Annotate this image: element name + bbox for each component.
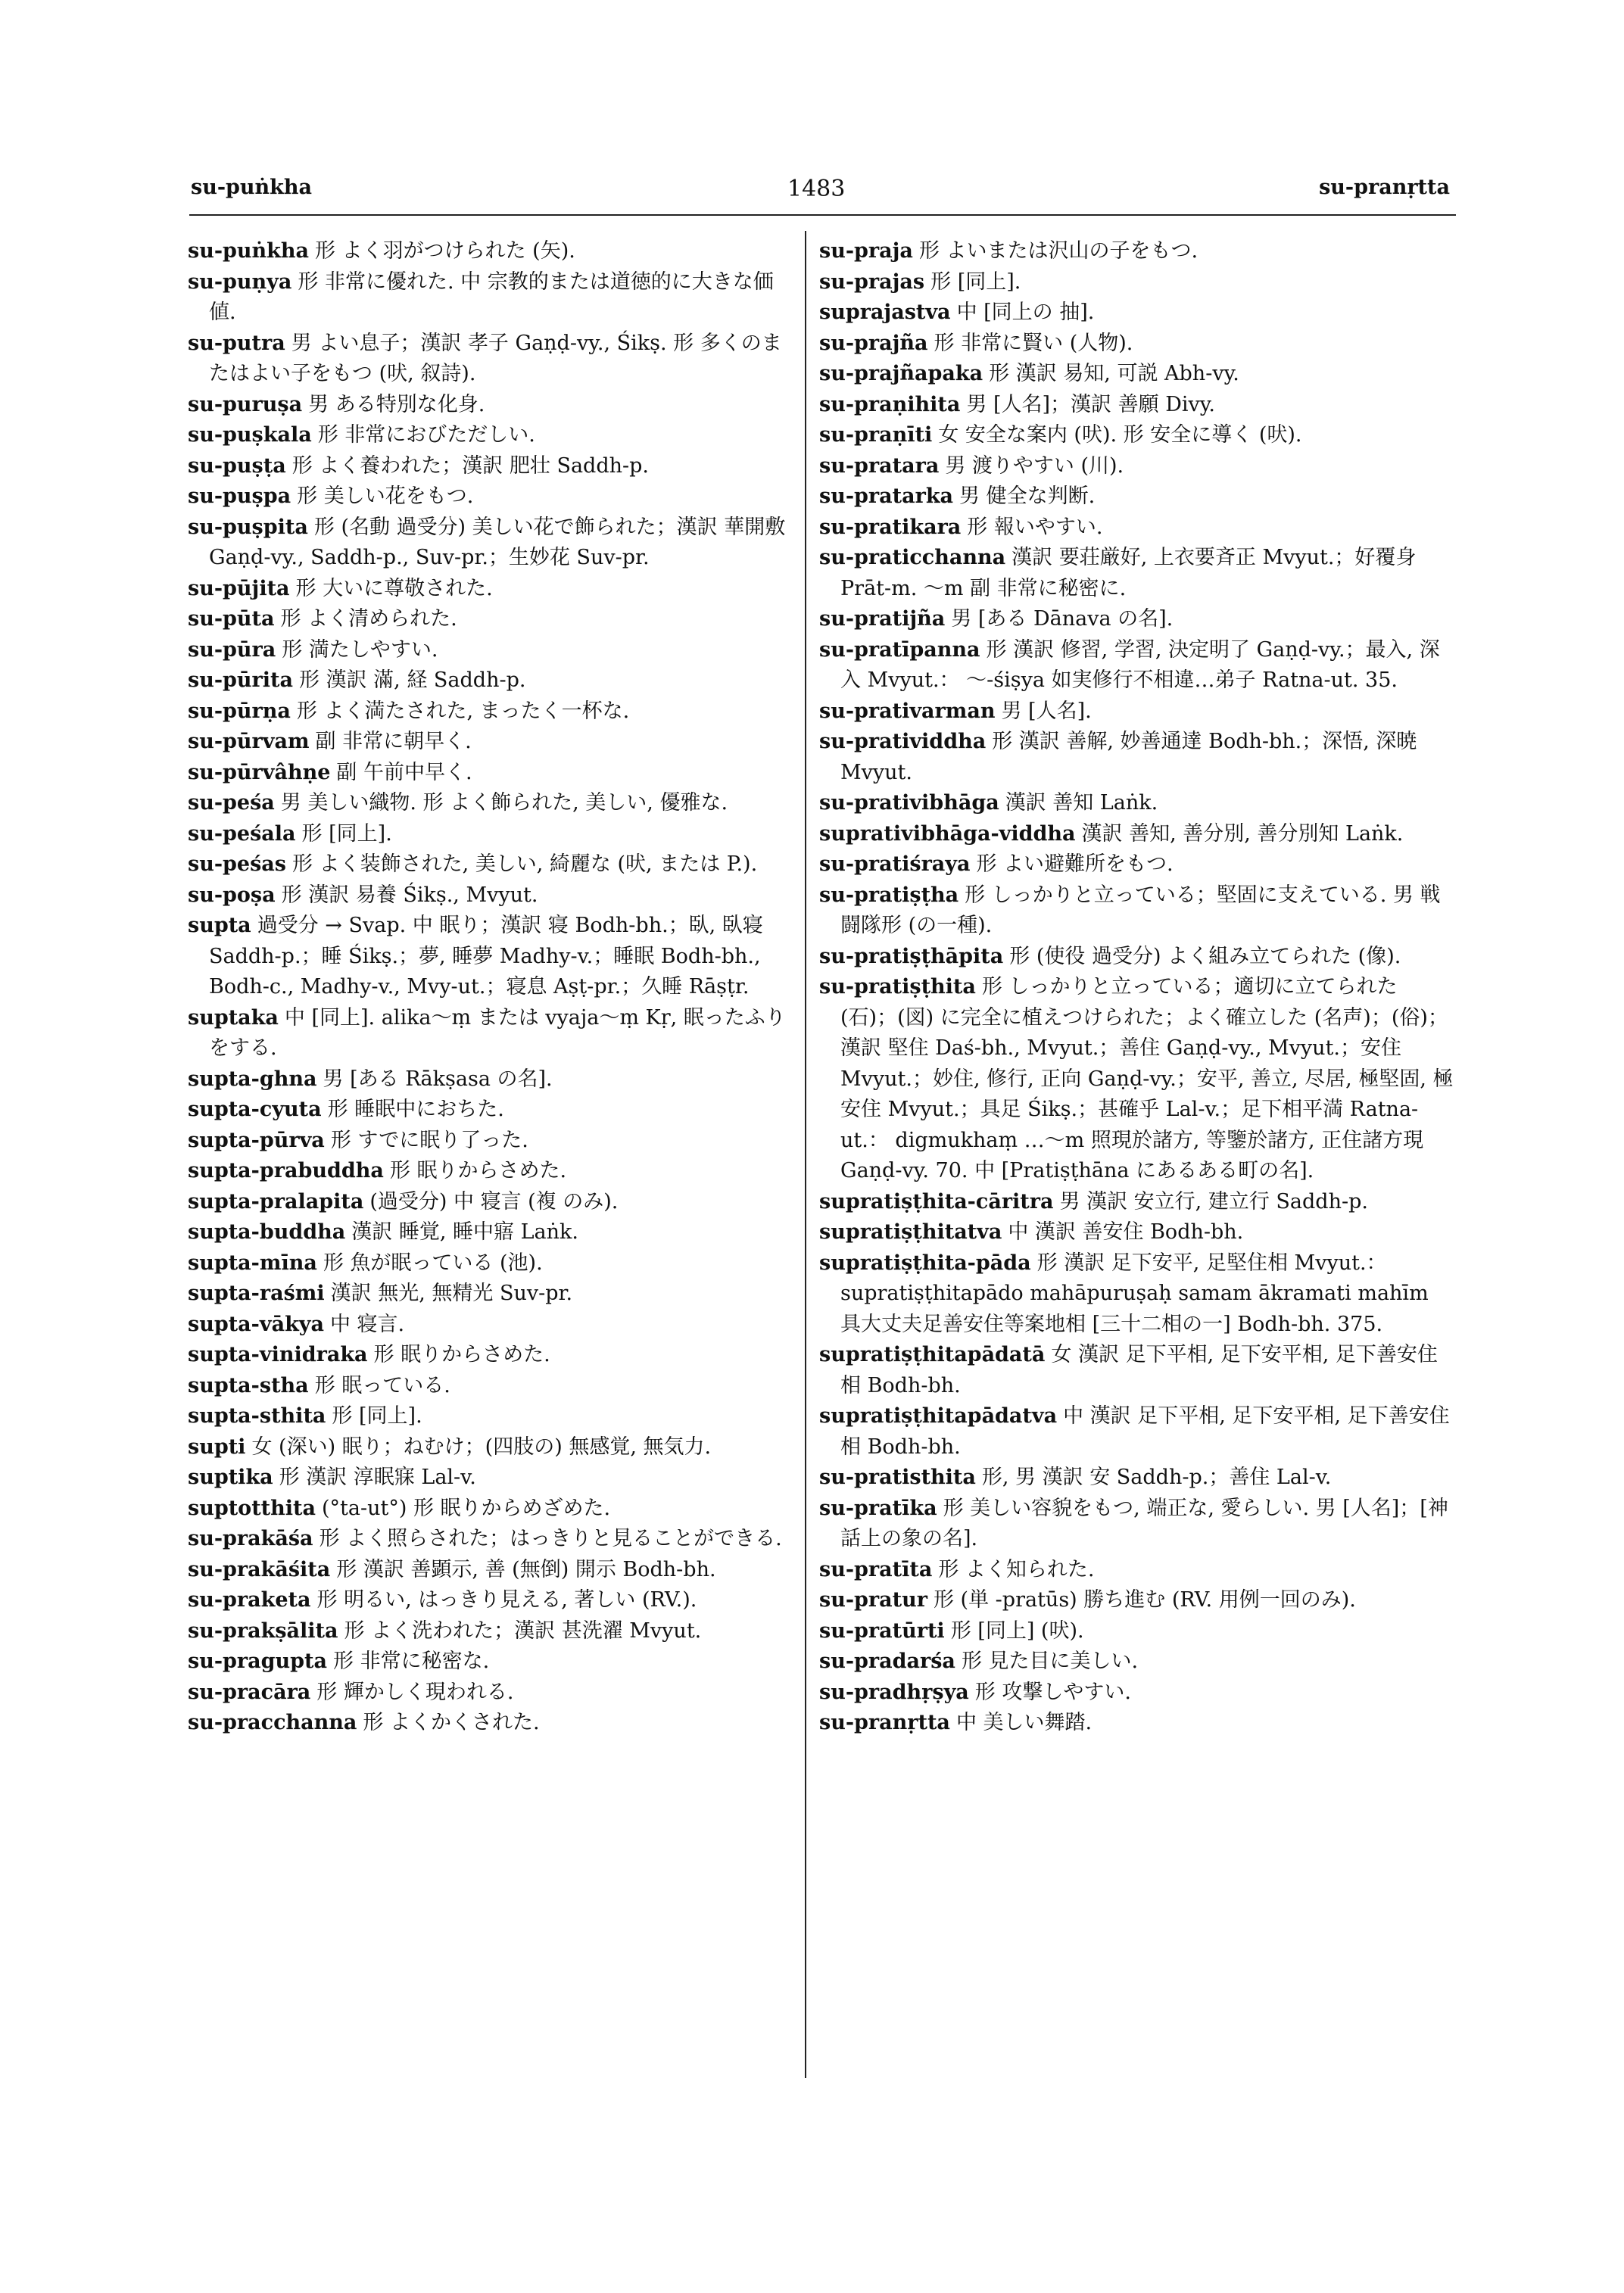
definition: 形 よい避難所をもつ.: [976, 852, 1174, 876]
definition: 中 漢訳 足下平相, 足下安平相, 足下善安住相 Bodh-bh.: [840, 1404, 1450, 1459]
headword: su-puṇya: [188, 269, 292, 294]
headword: su-praja: [819, 239, 913, 263]
dictionary-entry: [188, 1708, 786, 1739]
definition: 形 よく装飾された, 美しい, 綺麗な (吠, または P.).: [292, 852, 758, 876]
dictionary-entry: [188, 1310, 786, 1341]
definition: 形 よく羽がつけられた (矢).: [315, 239, 575, 263]
definition: 中 [同上]. alika～ṃ または vyaja～ṃ Kṛ, 眠ったふりをする.: [209, 1005, 786, 1060]
headword: su-pratijña: [819, 607, 946, 631]
headword: su-praṇihita: [819, 392, 961, 416]
headword: su-pratisthita: [819, 1466, 976, 1489]
dictionary-entry: [188, 696, 786, 727]
dictionary-entry: [819, 849, 1455, 880]
dictionary-entry: [188, 236, 786, 267]
dictionary-entry: [188, 1432, 786, 1463]
headword: supta-pūrva: [188, 1128, 325, 1152]
headword: su-prativibhāga: [819, 791, 999, 815]
dictionary-entry: [819, 1217, 1455, 1248]
definition: 形 美しい容貌をもつ, 端正な, 愛らしい. 男 [人名]；[神話上の象の名].: [840, 1496, 1448, 1550]
headword: supta-cyuta: [188, 1098, 322, 1121]
headword: su-pratividdha: [819, 730, 987, 753]
dictionary-entry: [188, 1279, 786, 1310]
dictionary-entry: [819, 390, 1455, 421]
dictionary-entry: [188, 1401, 786, 1432]
headword: su-pratīka: [819, 1496, 937, 1520]
headword: supta: [188, 914, 251, 937]
dictionary-entry: [819, 972, 1455, 1187]
definition: 女 漢訳 足下平相, 足下安平相, 足下善安住相 Bodh-bh.: [840, 1343, 1438, 1397]
headword: supratiṣṭhita-cāritra: [819, 1189, 1054, 1213]
headword: su-peśala: [188, 821, 296, 846]
header-left-guide-word: su-puṅkha: [191, 176, 313, 199]
dictionary-entry: [819, 329, 1455, 360]
definition: 形 眠りからさめた.: [373, 1343, 550, 1366]
dictionary-entry: [188, 665, 786, 696]
dictionary-entry: [819, 942, 1455, 973]
definition: 男 よい息子；漢訳 孝子 Gaṇḍ-vy., Śikṣ. 形 多くのまたはよい子をもつ (吠, 叙詩).: [209, 331, 782, 385]
dictionary-entry: [819, 819, 1455, 850]
dictionary-entry: [819, 298, 1455, 329]
headword: supta-buddha: [188, 1220, 346, 1244]
definition: 形 非常に秘密な.: [333, 1650, 490, 1673]
dictionary-entry: [819, 1494, 1455, 1555]
headword: su-puṣkala: [188, 423, 312, 447]
headword: su-pratiśraya: [819, 852, 971, 876]
definition: 形 非常に賢い (人物).: [934, 331, 1133, 355]
dictionary-entry: [188, 1371, 786, 1402]
dictionary-entry: [188, 1647, 786, 1678]
headword: su-pratara: [819, 453, 940, 478]
dictionary-entry: [819, 267, 1455, 298]
definition: 形 しっかりと立っている；適切に立てられた (石)；(図) に完全に植えつけられた；よく確立した (名声)；(俗)；漢訳 堅住 Daś-bh., Mvyut.；善住 Gaṇḍ-vy., Mvyut.；安住 Mvyut.；妙住, 修行, 正向 Gaṇḍ-vy.；安平, 善立, 尽居, 極堅固, 極安住 Mvyut.；具足 Śikṣ.；甚確乎 Lal-v.；足下相平満 Ratna-ut.： digmukhaṃ …～m 照現於諸方, 等鑒於諸方, 正住諸方現 Gaṇḍ-vy. 70. 中 [Pratiṣṭhāna にあるある町の名].: [840, 975, 1454, 1182]
definition: 形 漢訳 足下安平, 足堅住相 Mvyut.： supratiṣṭhitapādo mahāpuruṣaḥ samam ākramati mahīm 具大丈夫足善安住等案地相 [三十二相の一] Bodh-bh. 375.: [840, 1251, 1429, 1336]
dictionary-entry: [188, 451, 786, 482]
dictionary-entry: [188, 788, 786, 819]
definition: 形 大いに尊敬された.: [295, 576, 493, 600]
definition: 形 眠っている.: [314, 1373, 450, 1397]
definition: 形 [同上].: [930, 269, 1021, 294]
definition: 形 美しい花をもつ.: [297, 484, 474, 508]
definition: 男 ある特別な化身.: [308, 392, 485, 416]
headword: su-pratīta: [819, 1557, 933, 1581]
headword: su-pratikara: [819, 515, 962, 539]
definition: 漢訳 善知, 善分別, 善分別知 Laṅk.: [1081, 821, 1404, 846]
definition: 形 しっかりと立っている；堅固に支えている. 男 戦闘隊形 (の一種).: [840, 883, 1441, 937]
headword: su-prakāśa: [188, 1527, 313, 1550]
definition: 形 満たしやすい.: [282, 637, 438, 662]
headword: su-pratūrti: [819, 1618, 945, 1643]
headword: su-prajña: [819, 331, 928, 355]
definition: 形 眠りからさめた.: [389, 1159, 567, 1182]
dictionary-entry: [819, 696, 1455, 727]
definition: 漢訳 睡覚, 睡中寤 Laṅk.: [351, 1220, 578, 1244]
headword: supti: [188, 1435, 246, 1459]
headword: su-pradarśa: [819, 1650, 955, 1673]
definition: 形 よく照らされた；はっきりと見ることができる.: [319, 1527, 782, 1550]
dictionary-entry: [819, 481, 1455, 512]
definition: (°ta-ut°) 形 眠りからめざめた.: [322, 1496, 611, 1520]
left-column: [188, 236, 786, 1739]
headword: su-prajas: [819, 269, 925, 294]
dictionary-entry: [819, 543, 1455, 604]
dictionary-entry: [819, 1647, 1455, 1678]
dictionary-entry: [188, 1156, 786, 1187]
definition: 形 よく洗われた；漢訳 甚洗濯 Mvyut.: [344, 1618, 702, 1643]
definition: 形 非常におびただしい.: [317, 423, 535, 447]
definition: 男 [人名].: [1001, 699, 1092, 723]
headword: supta-vinidraka: [188, 1343, 368, 1366]
definition: 形 漢訳 淳眠寐 Lal-v.: [279, 1466, 476, 1489]
dictionary-entry: [188, 1248, 786, 1279]
header-right-guide-word: su-pranṛtta: [1319, 176, 1450, 199]
definition: 形 よく養われた；漢訳 肥壮 Saddh-p.: [291, 453, 650, 478]
dictionary-entry: [819, 1616, 1455, 1647]
dictionary-entry: [819, 512, 1455, 544]
definition: 女 安全な案内 (吠). 形 安全に導く (吠).: [938, 423, 1302, 447]
headword: supta-sthita: [188, 1404, 326, 1428]
headword: su-pūta: [188, 607, 275, 631]
headword: supratiṣṭhitapādatā: [819, 1343, 1046, 1366]
dictionary-entry: [188, 604, 786, 635]
headword: su-pradhṛṣya: [819, 1680, 969, 1704]
headword: su-pracāra: [188, 1680, 311, 1704]
headword: supta-ghna: [188, 1067, 317, 1091]
headword: su-praṇīti: [819, 423, 933, 447]
headword: su-pratīpanna: [819, 637, 980, 662]
definition: 形 攻撃しやすい.: [974, 1680, 1131, 1704]
dictionary-entry: [188, 1463, 786, 1494]
dictionary-entry: [188, 1678, 786, 1709]
definition: 形 [同上].: [301, 821, 392, 846]
definition: 中 [同上の 抽].: [956, 301, 1095, 324]
dictionary-entry: [819, 451, 1455, 482]
definition: 形, 男 漢訳 安 Saddh-p.；善住 Lal-v.: [981, 1466, 1332, 1489]
definition: 中 美しい舞踏.: [955, 1711, 1093, 1734]
definition: 漢訳 無光, 無精光 Suv-pr.: [330, 1282, 573, 1305]
definition: 副 非常に朝早く.: [315, 730, 472, 753]
dictionary-entry: [819, 359, 1455, 390]
headword: su-praticchanna: [819, 546, 1006, 569]
headword: su-poṣa: [188, 883, 276, 907]
headword: su-pratiṣṭhita: [819, 975, 976, 999]
dictionary-entry: [188, 1126, 786, 1157]
headword: su-puṣpa: [188, 484, 291, 508]
dictionary-entry: [819, 1585, 1455, 1616]
dictionary-entry: [188, 1064, 786, 1095]
definition: 形 よく満たされた, まったく一杯な.: [296, 699, 630, 723]
dictionary-entry: [188, 1524, 786, 1555]
headword: supratiṣṭhitapādatva: [819, 1404, 1058, 1428]
definition: 中 漢訳 善安住 Bodh-bh.: [1008, 1220, 1244, 1244]
definition: 形 睡眠中におちた.: [327, 1098, 504, 1121]
definition: 形 (単 -pratūs) 勝ち進む (RV. 用例一回のみ).: [933, 1588, 1356, 1612]
dictionary-entry: [819, 1463, 1455, 1494]
dictionary-entry: [188, 1187, 786, 1218]
definition: 男 漢訳 安立行, 建立行 Saddh-p.: [1059, 1189, 1368, 1213]
definition: 男 [人名]；漢訳 善願 Divy.: [966, 392, 1215, 416]
headword: supta-stha: [188, 1373, 309, 1397]
headword: su-pranṛtta: [819, 1711, 950, 1734]
dictionary-entry: [188, 1217, 786, 1248]
headword: supratiṣṭhitatva: [819, 1220, 1002, 1244]
definition: 形 漢訳 易知, 可説 Abh-vy.: [989, 362, 1239, 385]
headword: su-puṣpita: [188, 515, 308, 539]
dictionary-entry: [188, 1585, 786, 1616]
definition: (過受分) 中 寝言 (複 のみ).: [369, 1189, 619, 1213]
definition: 形 漢訳 修習, 学習, 決定明了 Gaṇḍ-vy.；最入, 深入 Mvyut.： ～-śiṣya 如実修行不相違…弟子 Ratna-ut. 35.: [840, 637, 1440, 692]
dictionary-entry: [188, 1616, 786, 1647]
header-rule: [189, 214, 1456, 216]
dictionary-entry: [188, 758, 786, 789]
headword: suptaka: [188, 1005, 279, 1030]
dictionary-entry: [188, 819, 786, 850]
headword: su-pūrṇa: [188, 699, 291, 723]
dictionary-entry: [819, 604, 1455, 635]
definition: 形 輝かしく現われる.: [316, 1680, 514, 1704]
definition: 女 (深い) 眠り；ねむけ；(四肢の) 無感覚, 無気力.: [251, 1435, 712, 1459]
dictionary-entry: [819, 880, 1455, 942]
dictionary-entry: [188, 635, 786, 666]
definition: 形 よく清められた.: [280, 607, 457, 631]
headword: su-pūra: [188, 637, 276, 662]
dictionary-entry: [188, 1340, 786, 1371]
definition: 形 魚が眠っている (池).: [323, 1251, 543, 1275]
headword: su-peśa: [188, 791, 275, 815]
headword: supta-prabuddha: [188, 1159, 384, 1182]
headword: su-prativarman: [819, 699, 996, 723]
headword: su-peśas: [188, 852, 286, 876]
headword: su-prajñapaka: [819, 362, 983, 385]
headword: supta-mīna: [188, 1251, 317, 1275]
dictionary-entry: [188, 880, 786, 911]
headword: su-pracchanna: [188, 1711, 357, 1734]
definition: 形 漢訳 滿, 経 Saddh-p.: [299, 668, 526, 692]
dictionary-entry: [819, 1708, 1455, 1739]
definition: 男 渡りやすい (川).: [945, 453, 1124, 478]
definition: 形 報いやすい.: [967, 515, 1103, 539]
headword: su-pūrita: [188, 668, 293, 692]
dictionary-entry: [819, 1340, 1455, 1401]
definition: 形 漢訳 善顕示, 善 (無倒) 開示 Bodh-bh.: [336, 1557, 716, 1581]
definition: 形 漢訳 易養 Śikṣ., Mvyut.: [281, 883, 538, 907]
definition: 漢訳 善知 Laṅk.: [1005, 791, 1158, 815]
dictionary-entry: [188, 390, 786, 421]
dictionary-entry: [188, 481, 786, 512]
headword: su-puruṣa: [188, 392, 303, 416]
definition: 漢訳 要荘厳好, 上衣要斉正 Mvyut.；好覆身 Prāt-m. ～m 副 非常に秘密に.: [840, 546, 1417, 600]
right-column: [819, 236, 1455, 1739]
definition: 男 美しい織物. 形 よく飾られた, 美しい, 優雅な.: [280, 791, 728, 815]
definition: 形 見た目に美しい.: [961, 1650, 1139, 1673]
dictionary-entry: [188, 420, 786, 451]
definition: 形 漢訳 善解, 妙善通達 Bodh-bh.；深悟, 深暁 Mvyut.: [840, 730, 1417, 784]
dictionary-entry: [188, 574, 786, 605]
dictionary-entry: [819, 420, 1455, 451]
headword: supta-raśmi: [188, 1282, 325, 1305]
headword: su-pūrvâhṇe: [188, 760, 331, 784]
headword: su-pūrvam: [188, 730, 310, 753]
headword: su-pragupta: [188, 1650, 327, 1673]
headword: supratiṣṭhita-pāda: [819, 1251, 1031, 1275]
headword: su-puṅkha: [188, 239, 310, 263]
headword: su-prakāśita: [188, 1557, 331, 1581]
dictionary-entry: [188, 727, 786, 758]
dictionary-entry: [188, 329, 786, 390]
dictionary-entry: [819, 1678, 1455, 1709]
dictionary-entry: [188, 911, 786, 1003]
dictionary-entry: [819, 236, 1455, 267]
definition: 形 非常に優れた. 中 宗教的または道徳的に大きな価値.: [209, 269, 774, 324]
definition: 男 [ある Rākṣasa の名].: [323, 1067, 553, 1091]
definition: 形 すでに眠り了った.: [330, 1128, 528, 1152]
dictionary-entry: [819, 1401, 1455, 1463]
definition: 中 寝言.: [329, 1312, 405, 1336]
dictionary-entry: [819, 635, 1455, 696]
dictionary-entry: [188, 1494, 786, 1525]
page-number: 1483: [787, 176, 846, 202]
headword: su-pūjita: [188, 576, 290, 600]
definition: 形 明るい, はっきり見える, 著しい (RV.).: [316, 1588, 697, 1612]
dictionary-entry: [188, 1555, 786, 1586]
definition: 形 [同上] (吠).: [950, 1618, 1084, 1643]
definition: 過受分 → Svap. 中 眠り；漢訳 寝 Bodh-bh.；臥, 臥寝 Saddh-p.；睡 Śikṣ.；夢, 睡夢 Madhy-v.；睡眠 Bodh-bh., Bodh-c., Madhy-v., Mvy-ut.；寝息 Aṣṭ-pr.；久睡 Rāṣṭr.: [209, 914, 763, 999]
definition: 形 [同上].: [332, 1404, 422, 1428]
headword: supta-pralapita: [188, 1189, 364, 1213]
dictionary-entry: [819, 727, 1455, 788]
headword: su-pratiṣṭhāpita: [819, 944, 1004, 968]
dictionary-entry: [188, 1003, 786, 1064]
dictionary-entry: [819, 1248, 1455, 1341]
dictionary-entry: [188, 512, 786, 574]
headword: supta-vākya: [188, 1312, 324, 1336]
definition: 男 健全な判断.: [959, 484, 1096, 508]
definition: 形 (名動 過受分) 美しい花で飾られた；漢訳 華開敷 Gaṇḍ-vy., Saddh-p., Suv-pr.；生妙花 Suv-pr.: [209, 515, 786, 569]
definition: 男 [ある Dānava の名].: [951, 607, 1174, 631]
headword: su-pratiṣṭha: [819, 883, 959, 907]
headword: su-pratur: [819, 1588, 927, 1612]
definition: 形 よくかくされた.: [363, 1711, 540, 1734]
headword: suptika: [188, 1466, 273, 1489]
definition: 形 よいまたは沢山の子をもつ.: [918, 239, 1199, 263]
headword: su-puṣṭa: [188, 453, 286, 478]
definition: 形 (使役 過受分) よく組み立てられた (像).: [1009, 944, 1401, 968]
dictionary-entry: [819, 1555, 1455, 1586]
definition: 形 よく知られた.: [938, 1557, 1095, 1581]
column-divider: [805, 231, 806, 2078]
dictionary-entry: [188, 267, 786, 329]
headword: su-putra: [188, 331, 285, 355]
headword: su-pratarka: [819, 484, 954, 508]
headword: suprativibhāga-viddha: [819, 821, 1076, 846]
headword: suprajastva: [819, 301, 951, 324]
headword: su-praketa: [188, 1588, 311, 1612]
dictionary-entry: [819, 1187, 1455, 1218]
headword: suptotthita: [188, 1496, 316, 1520]
dictionary-entry: [819, 788, 1455, 819]
headword: su-prakṣālita: [188, 1618, 338, 1643]
definition: 副 午前中早く.: [336, 760, 472, 784]
dictionary-entry: [188, 849, 786, 880]
dictionary-entry: [188, 1095, 786, 1126]
